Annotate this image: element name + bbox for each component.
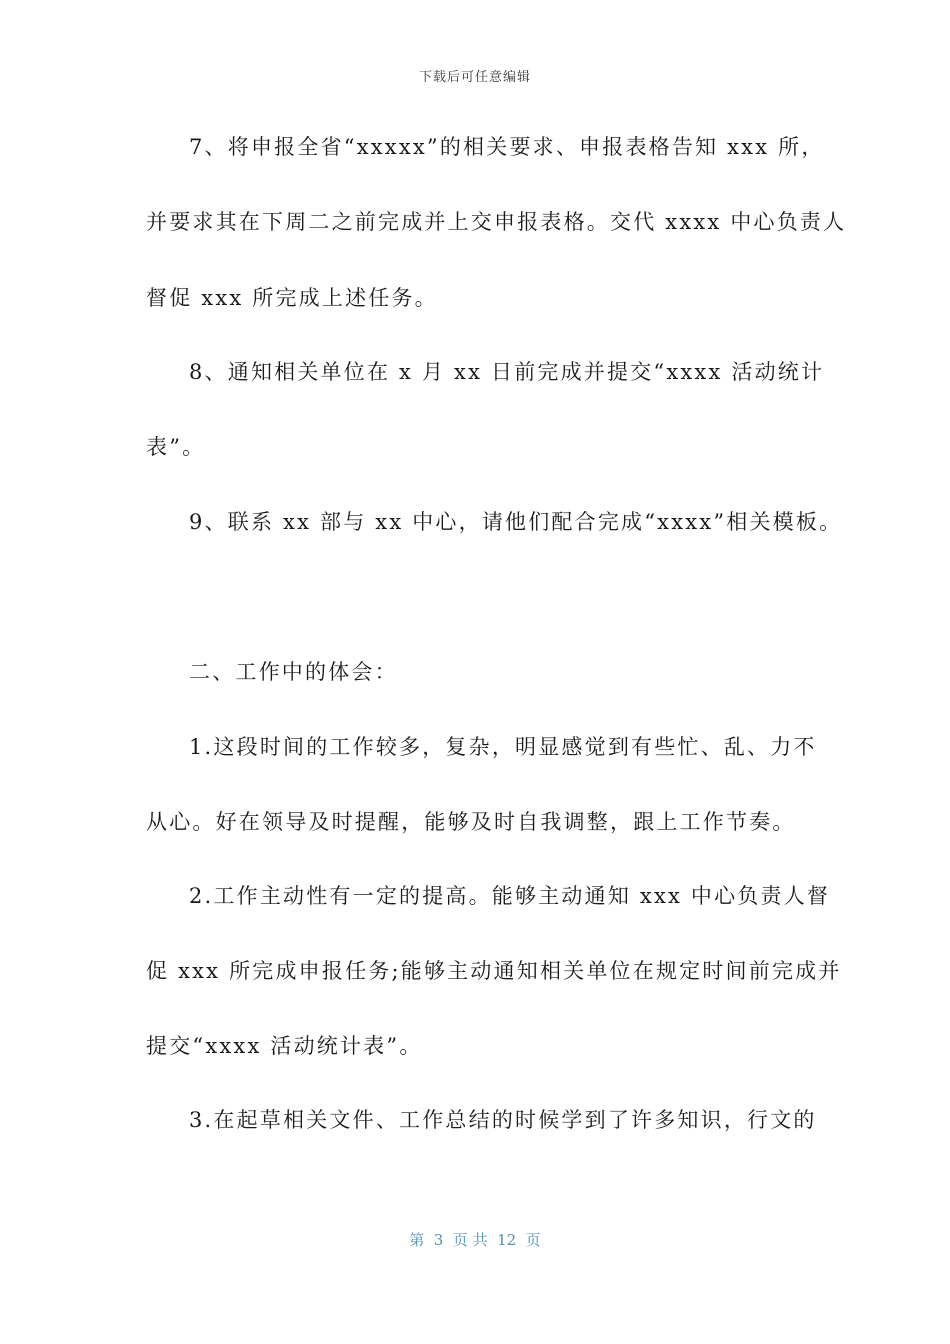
paragraph-line: 提交“xxxx 活动统计表”。: [146, 1034, 423, 1058]
page-header: 下载后可任意编辑: [418, 70, 531, 85]
paragraph-line: 表”。: [146, 435, 206, 459]
paragraph-line: 督促 xxx 所完成上述任务。: [146, 286, 438, 310]
paragraph-line: 并要求其在下周二之前完成并上交申报表格。交代 xxxx 中心负责人: [146, 210, 847, 234]
paragraph-line-item-9: 9、联系 xx 部与 xx 中心，请他们配合完成“xxxx”相关模板。: [189, 510, 843, 534]
paragraph-line-item-7: 7、将申报全省“xxxxx”的相关要求、申报表格告知 xxx 所，: [189, 135, 825, 159]
paragraph-line-item-1: 1.这段时间的工作较多，复杂，明显感觉到有些忙、乱、力不: [189, 735, 817, 759]
page-number-footer: 第 3 页 共 12 页: [409, 1231, 541, 1249]
paragraph-line: 从心。好在领导及时提醒，能够及时自我调整，跟上工作节奏。: [146, 810, 796, 834]
paragraph-line: 促 xxx 所完成申报任务;能够主动通知相关单位在规定时间前完成并: [146, 959, 842, 983]
section-heading: 二、工作中的体会：: [189, 660, 398, 684]
paragraph-line-item-8: 8、通知相关单位在 x 月 xx 日前完成并提交“xxxx 活动统计: [189, 360, 825, 384]
paragraph-line-item-2: 2.工作主动性有一定的提高。能够主动通知 xxx 中心负责人督: [189, 884, 831, 908]
paragraph-line-item-3: 3.在起草相关文件、工作总结的时候学到了许多知识，行文的: [189, 1108, 817, 1132]
